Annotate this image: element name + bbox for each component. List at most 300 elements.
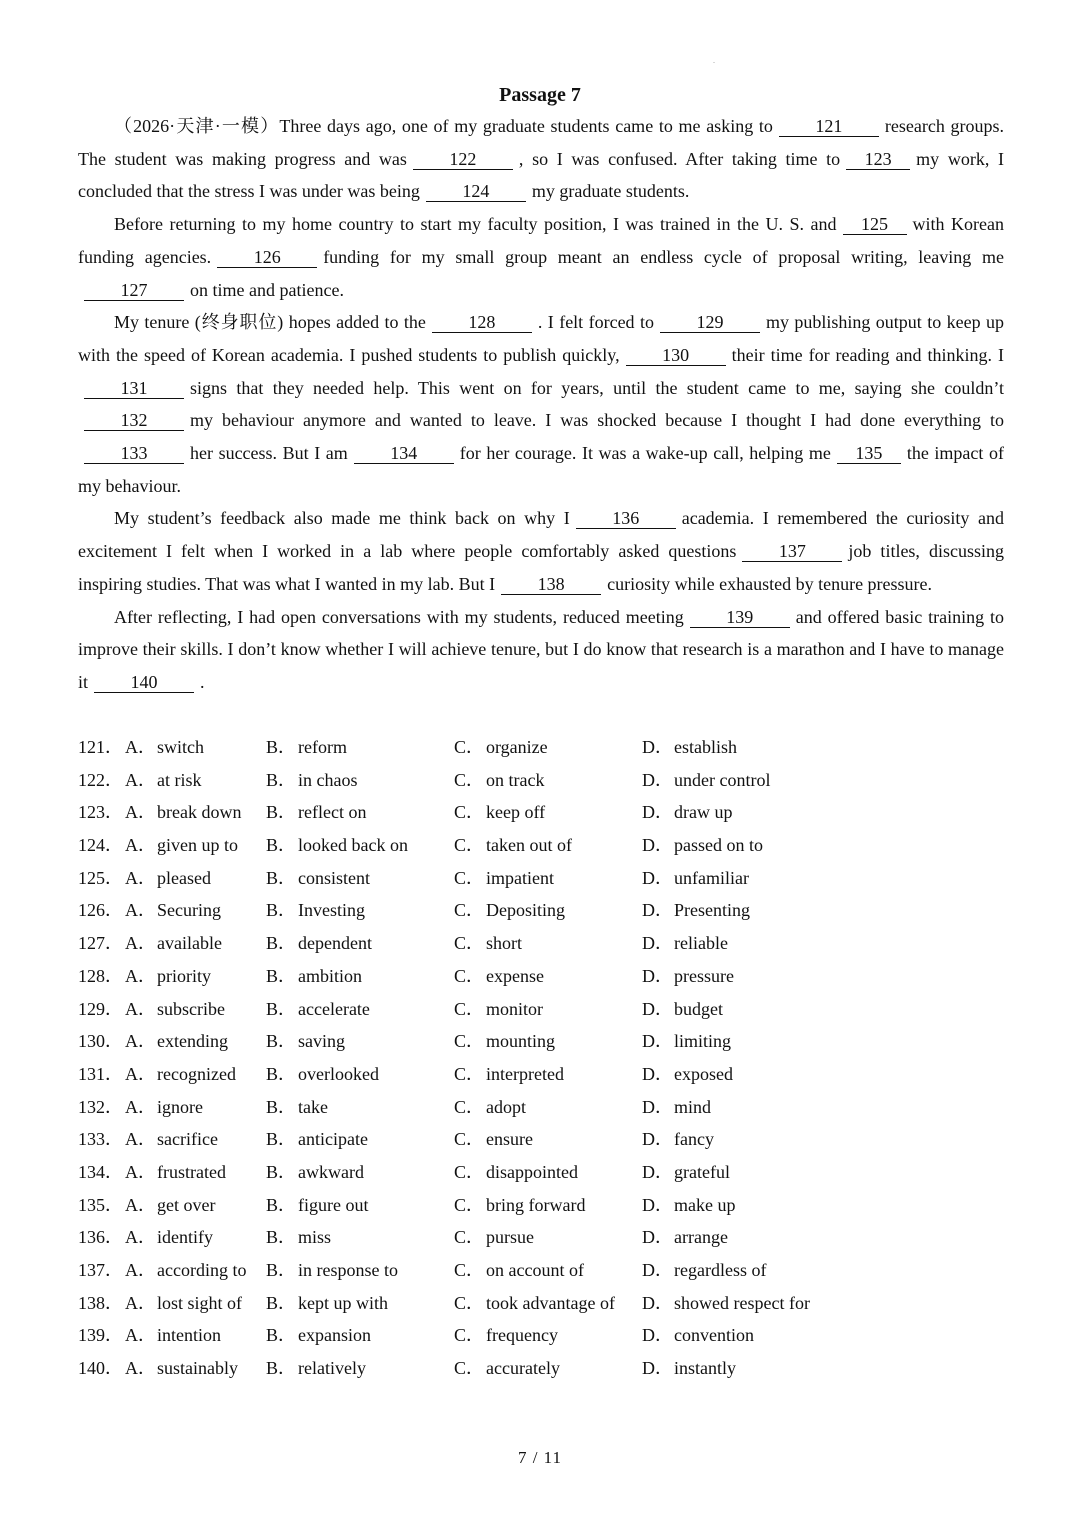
option-text: expense — [486, 965, 544, 986]
text: signs that they needed help. This went on for years, until the student came to me, saying she couldn’t — [190, 377, 1004, 398]
text: my behaviour anymore and wanted to leave. I was shocked because I thought I had done everything to — [190, 410, 1004, 431]
question-number: 129． — [78, 998, 123, 1019]
option-letter: D． — [642, 1161, 673, 1182]
option-text: available — [157, 933, 222, 954]
question-number: 133． — [78, 1129, 123, 1150]
option-b — [266, 894, 365, 927]
option-letter: A． — [125, 737, 156, 757]
option-a — [125, 1189, 216, 1222]
option-text: interpreted — [486, 1063, 564, 1084]
blank-135: 135 — [837, 444, 901, 464]
question-number: 125． — [78, 867, 123, 888]
option-b — [266, 1221, 332, 1254]
option-c — [454, 894, 565, 927]
question-row — [78, 1025, 1004, 1058]
option-text: regardless of — [674, 1260, 767, 1280]
option-letter: B． — [266, 769, 297, 790]
option-text: exposed — [674, 1063, 733, 1084]
option-c — [454, 960, 544, 993]
option-text: take — [298, 1096, 328, 1117]
option-text: saving — [298, 1031, 345, 1052]
option-letter: B． — [266, 1358, 297, 1379]
option-a — [125, 894, 221, 927]
question-number: 123． — [78, 802, 123, 823]
option-c — [454, 764, 545, 797]
option-text: taken out of — [486, 835, 572, 856]
option-text: passed on to — [674, 835, 763, 856]
option-d — [642, 993, 723, 1026]
option-letter: B． — [266, 867, 297, 888]
option-text: intention — [157, 1325, 221, 1346]
option-d — [642, 829, 763, 862]
blank-122: 122 — [413, 150, 513, 170]
text: curiosity while exhausted by tenure pressure. — [607, 573, 933, 594]
blank-127: 127 — [84, 281, 184, 301]
text: funding for my small group meant an endless cycle of proposal writing, leaving me — [323, 246, 1004, 267]
question-number: 136． — [78, 1227, 123, 1248]
option-c — [454, 1221, 534, 1254]
option-b — [266, 960, 362, 993]
option-letter: C． — [454, 1325, 485, 1346]
page-number: 7 / 11 — [517, 1448, 563, 1467]
option-letter: C． — [454, 1161, 485, 1182]
question-row — [78, 1221, 1004, 1254]
question-number: 138． — [78, 1292, 123, 1313]
question-row — [78, 829, 1004, 862]
option-letter: A． — [125, 1260, 156, 1280]
paragraph-5 — [78, 601, 1004, 699]
option-letter: D． — [642, 867, 673, 888]
option-a — [125, 1058, 236, 1091]
option-letter: A． — [125, 802, 156, 823]
option-letter: D． — [642, 802, 673, 823]
option-a — [125, 993, 225, 1026]
question-row — [78, 731, 1004, 764]
option-text: on account of — [486, 1260, 584, 1280]
option-letter: D． — [642, 1063, 673, 1084]
option-text: pleased — [157, 867, 211, 888]
option-text: reflect on — [298, 802, 367, 823]
option-text: arrange — [674, 1227, 728, 1248]
text: . — [200, 671, 205, 692]
text: my publishing output to keep up with the speed of Korean academia. I pushed students to publish quickly, — [78, 312, 1004, 365]
question-row — [78, 1254, 1004, 1287]
option-text: reform — [298, 737, 347, 757]
option-text: grateful — [674, 1161, 730, 1182]
option-letter: B． — [266, 1063, 297, 1084]
option-d — [642, 1156, 730, 1189]
option-d — [642, 1254, 767, 1287]
option-text: monitor — [486, 998, 543, 1019]
question-number: 137． — [78, 1260, 123, 1280]
option-letter: B． — [266, 802, 297, 823]
option-text: pursue — [486, 1227, 534, 1248]
text: with Korean funding agencies. — [78, 214, 1004, 267]
option-d — [642, 1287, 810, 1320]
option-d — [642, 1319, 754, 1352]
question-row — [78, 927, 1004, 960]
option-letter: A． — [125, 1161, 156, 1182]
question-row — [78, 1156, 1004, 1189]
option-letter: D． — [642, 998, 673, 1019]
option-text: adopt — [486, 1096, 526, 1117]
option-c — [454, 731, 548, 764]
blank-130: 130 — [626, 346, 726, 366]
option-text: limiting — [674, 1031, 732, 1052]
text: and offered basic training to improve their skills. I don’t know whether I will achieve tenure, but I do know that research is a marathon and I have to manage it — [78, 606, 1004, 692]
option-text: subscribe — [157, 998, 225, 1019]
option-d — [642, 731, 737, 764]
option-a — [125, 1254, 247, 1287]
option-c — [454, 993, 543, 1026]
question-number: 135． — [78, 1194, 123, 1215]
option-d — [642, 1123, 714, 1156]
option-text: Investing — [298, 900, 365, 921]
question-row — [78, 894, 1004, 927]
option-letter: C． — [454, 998, 485, 1019]
question-number: 124． — [78, 835, 123, 856]
option-c — [454, 1058, 564, 1091]
option-letter: C． — [454, 835, 485, 856]
option-letter: C． — [454, 802, 485, 823]
option-d — [642, 927, 728, 960]
option-a — [125, 927, 222, 960]
option-letter: A． — [125, 1063, 156, 1084]
option-text: figure out — [298, 1194, 369, 1215]
blank-132: 132 — [84, 411, 184, 431]
blank-134: 134 — [354, 444, 454, 464]
option-a — [125, 1091, 203, 1124]
paragraph-2 — [78, 208, 1004, 306]
option-text: reliable — [674, 933, 728, 954]
option-text: under control — [674, 769, 771, 790]
option-b — [266, 1025, 345, 1058]
option-text: instantly — [674, 1358, 736, 1379]
option-letter: A． — [125, 835, 156, 856]
question-number: 131． — [78, 1063, 123, 1084]
option-d — [642, 1058, 733, 1091]
option-letter: C． — [454, 900, 485, 921]
question-row — [78, 1058, 1004, 1091]
option-a — [125, 764, 202, 797]
question-row — [78, 1123, 1004, 1156]
option-b — [266, 862, 370, 895]
option-letter: A． — [125, 1031, 156, 1052]
option-letter: A． — [125, 1325, 156, 1346]
option-c — [454, 1025, 556, 1058]
question-number: 140． — [78, 1358, 123, 1379]
option-letter: C． — [454, 1096, 485, 1117]
option-letter: D． — [642, 769, 673, 790]
option-text: in chaos — [298, 769, 358, 790]
text: My student’s feedback also made me think back on why I — [114, 508, 570, 529]
text: my work, I concluded that the stress I was under was being — [78, 148, 1004, 202]
option-text: accelerate — [298, 998, 370, 1019]
option-text: expansion — [298, 1325, 371, 1346]
option-text: given up to — [157, 835, 238, 856]
option-text: disappointed — [486, 1161, 578, 1182]
option-letter: A． — [125, 900, 156, 921]
option-letter: D． — [642, 1031, 673, 1052]
option-d — [642, 862, 749, 895]
option-letter: D． — [642, 835, 673, 856]
option-c — [454, 796, 546, 829]
option-text: at risk — [157, 769, 202, 790]
question-row — [78, 1319, 1004, 1352]
option-letter: B． — [266, 965, 297, 986]
blank-131: 131 — [84, 379, 184, 399]
option-a — [125, 1221, 213, 1254]
question-row — [78, 764, 1004, 797]
options-list — [78, 731, 1004, 1385]
option-text: ignore — [157, 1096, 203, 1117]
option-a — [125, 1319, 221, 1352]
option-c — [454, 829, 572, 862]
text: research groups. The student was making progress and was — [78, 116, 1005, 169]
question-number: 128． — [78, 965, 123, 986]
option-letter: A． — [125, 998, 156, 1019]
option-text: showed respect for — [674, 1292, 810, 1313]
option-text: according to — [157, 1260, 247, 1280]
option-text: in response to — [298, 1260, 398, 1280]
option-text: mind — [674, 1096, 712, 1117]
option-a — [125, 1025, 228, 1058]
text: on time and patience. — [190, 279, 344, 300]
option-c — [454, 1156, 578, 1189]
option-a — [125, 731, 204, 764]
option-b — [266, 1058, 379, 1091]
question-number: 121． — [78, 737, 123, 757]
question-number: 130． — [78, 1031, 123, 1052]
blank-129: 129 — [660, 313, 760, 333]
option-letter: D． — [642, 933, 673, 954]
option-d — [642, 764, 771, 797]
question-number: 132． — [78, 1096, 123, 1117]
option-letter: C． — [454, 965, 485, 986]
option-text: frustrated — [157, 1161, 226, 1182]
text: After reflecting, I had open conversations with my students, reduced meeting — [114, 606, 684, 627]
option-letter: C． — [454, 1031, 485, 1052]
option-letter: B． — [266, 933, 297, 954]
blank-128: 128 — [432, 313, 532, 333]
option-b — [266, 764, 358, 797]
option-b — [266, 1287, 388, 1320]
option-text: draw up — [674, 802, 733, 823]
blank-125: 125 — [843, 215, 907, 235]
option-letter: A． — [125, 1096, 156, 1117]
option-text: ensure — [486, 1129, 533, 1150]
blank-140: 140 — [94, 673, 194, 693]
option-text: Depositing — [486, 900, 565, 921]
option-text: break down — [157, 802, 242, 823]
paragraph-3 — [78, 306, 1004, 502]
option-letter: C． — [454, 1358, 485, 1379]
option-letter: A． — [125, 1292, 156, 1313]
paragraph-4 — [78, 502, 1004, 600]
text: academia. I remembered the curiosity and excitement I felt when I worked in a lab where people comfortably asked questions — [78, 508, 1004, 562]
option-letter: D． — [642, 1129, 673, 1150]
passage-body — [78, 110, 1004, 699]
question-row — [78, 1189, 1004, 1222]
option-letter: B． — [266, 1260, 297, 1280]
option-c — [454, 1189, 586, 1222]
option-text: impatient — [486, 867, 554, 888]
blank-137: 137 — [742, 542, 842, 562]
text: the impact of my behaviour. — [78, 443, 1004, 496]
text: . I felt forced to — [537, 312, 654, 333]
passage-title: Passage 7 — [499, 84, 581, 106]
option-d — [642, 1189, 736, 1222]
option-letter: C． — [454, 933, 485, 954]
option-letter: C． — [454, 1260, 485, 1280]
option-letter: D． — [642, 1292, 673, 1313]
option-c — [454, 1123, 533, 1156]
option-b — [266, 1189, 369, 1222]
option-letter: B． — [266, 998, 297, 1019]
option-text: switch — [157, 737, 204, 757]
option-d — [642, 960, 734, 993]
option-text: fancy — [674, 1129, 714, 1150]
option-b — [266, 1319, 371, 1352]
paragraph-1 — [78, 110, 1004, 208]
option-letter: B． — [266, 1292, 297, 1313]
text: my graduate students. — [531, 181, 690, 202]
option-text: Presenting — [674, 900, 750, 921]
option-letter: B． — [266, 835, 297, 856]
option-letter: C． — [454, 1227, 485, 1248]
option-a — [125, 829, 238, 862]
question-number: 122． — [78, 769, 123, 790]
option-text: unfamiliar — [674, 867, 749, 888]
option-letter: A． — [125, 1129, 156, 1150]
option-text: bring forward — [486, 1194, 586, 1215]
option-letter: D． — [642, 1260, 673, 1280]
question-number: 127． — [78, 933, 123, 954]
option-letter: D． — [642, 900, 673, 921]
option-text: extending — [157, 1031, 228, 1052]
option-text: consistent — [298, 867, 370, 888]
option-letter: C． — [454, 1063, 485, 1084]
text: job titles, discussing inspiring studies. That was what I wanted in my lab. But I — [78, 541, 1004, 594]
option-b — [266, 731, 347, 764]
option-b — [266, 829, 408, 862]
option-c — [454, 1287, 615, 1320]
option-text: priority — [157, 965, 211, 986]
option-letter: B． — [266, 1129, 297, 1150]
blank-123: 123 — [846, 150, 910, 170]
question-number: 134． — [78, 1161, 123, 1182]
option-text: budget — [674, 998, 723, 1019]
option-text: miss — [298, 1227, 332, 1248]
option-d — [642, 894, 750, 927]
option-d — [642, 796, 733, 829]
option-letter: D． — [642, 1358, 673, 1379]
option-letter: A． — [125, 769, 156, 790]
option-letter: C． — [454, 769, 485, 790]
option-c — [454, 1091, 526, 1124]
option-letter: C． — [454, 1292, 485, 1313]
text: （2026·天津·一模）Three days ago, one of my graduate students came to me asking to — [114, 116, 773, 136]
blank-138: 138 — [501, 575, 601, 595]
option-text: ambition — [298, 965, 362, 986]
option-text: on track — [486, 769, 545, 790]
question-row — [78, 862, 1004, 895]
option-b — [266, 993, 370, 1026]
option-d — [642, 1091, 712, 1124]
option-text: recognized — [157, 1063, 236, 1084]
option-text: make up — [674, 1194, 736, 1215]
option-letter: B． — [266, 1227, 297, 1248]
option-text: sustainably — [157, 1358, 238, 1379]
option-letter: B． — [266, 900, 297, 921]
option-text: dependent — [298, 933, 372, 954]
option-letter: D． — [642, 1325, 673, 1346]
question-row — [78, 1091, 1004, 1124]
option-c — [454, 1352, 560, 1385]
option-b — [266, 1352, 366, 1385]
option-c — [454, 1319, 558, 1352]
question-row — [78, 1287, 1004, 1320]
option-letter: A． — [125, 1358, 156, 1379]
option-text: relatively — [298, 1358, 366, 1379]
text: Before returning to my home country to start my faculty position, I was trained in the U. S. and — [114, 214, 837, 235]
option-b — [266, 1156, 364, 1189]
option-text: sacrifice — [157, 1129, 218, 1150]
question-row — [78, 993, 1004, 1026]
header-mark: . — [713, 56, 715, 65]
blank-124: 124 — [426, 182, 526, 202]
option-text: establish — [674, 737, 737, 757]
option-text: Securing — [157, 900, 221, 921]
text: , so I was confused. After taking time to — [518, 148, 841, 169]
text: their time for reading and thinking. I — [731, 344, 1004, 365]
option-letter: D． — [642, 737, 673, 757]
option-b — [266, 927, 372, 960]
option-letter: C． — [454, 1194, 485, 1215]
option-b — [266, 1091, 328, 1124]
question-number: 139． — [78, 1325, 123, 1346]
option-letter: B． — [266, 1161, 297, 1182]
option-text: kept up with — [298, 1292, 388, 1313]
option-letter: C． — [454, 1129, 485, 1150]
blank-139: 139 — [690, 608, 790, 628]
option-text: lost sight of — [157, 1292, 243, 1313]
option-a — [125, 1287, 243, 1320]
option-letter: D． — [642, 965, 673, 986]
option-c — [454, 1254, 584, 1287]
question-row — [78, 960, 1004, 993]
option-text: awkward — [298, 1161, 364, 1182]
option-text: accurately — [486, 1358, 560, 1379]
option-c — [454, 862, 554, 895]
option-letter: B． — [266, 1096, 297, 1117]
option-letter: D． — [642, 1194, 673, 1215]
blank-136: 136 — [576, 509, 676, 529]
option-a — [125, 862, 211, 895]
option-text: took advantage of — [486, 1292, 615, 1313]
option-letter: B． — [266, 737, 297, 757]
option-a — [125, 1352, 238, 1385]
option-a — [125, 796, 242, 829]
option-b — [266, 1254, 398, 1287]
option-letter: A． — [125, 965, 156, 986]
option-letter: D． — [642, 1227, 673, 1248]
option-letter: A． — [125, 867, 156, 888]
option-a — [125, 1156, 226, 1189]
option-text: short — [486, 933, 522, 954]
option-letter: B． — [266, 1194, 297, 1215]
option-letter: D． — [642, 1096, 673, 1117]
